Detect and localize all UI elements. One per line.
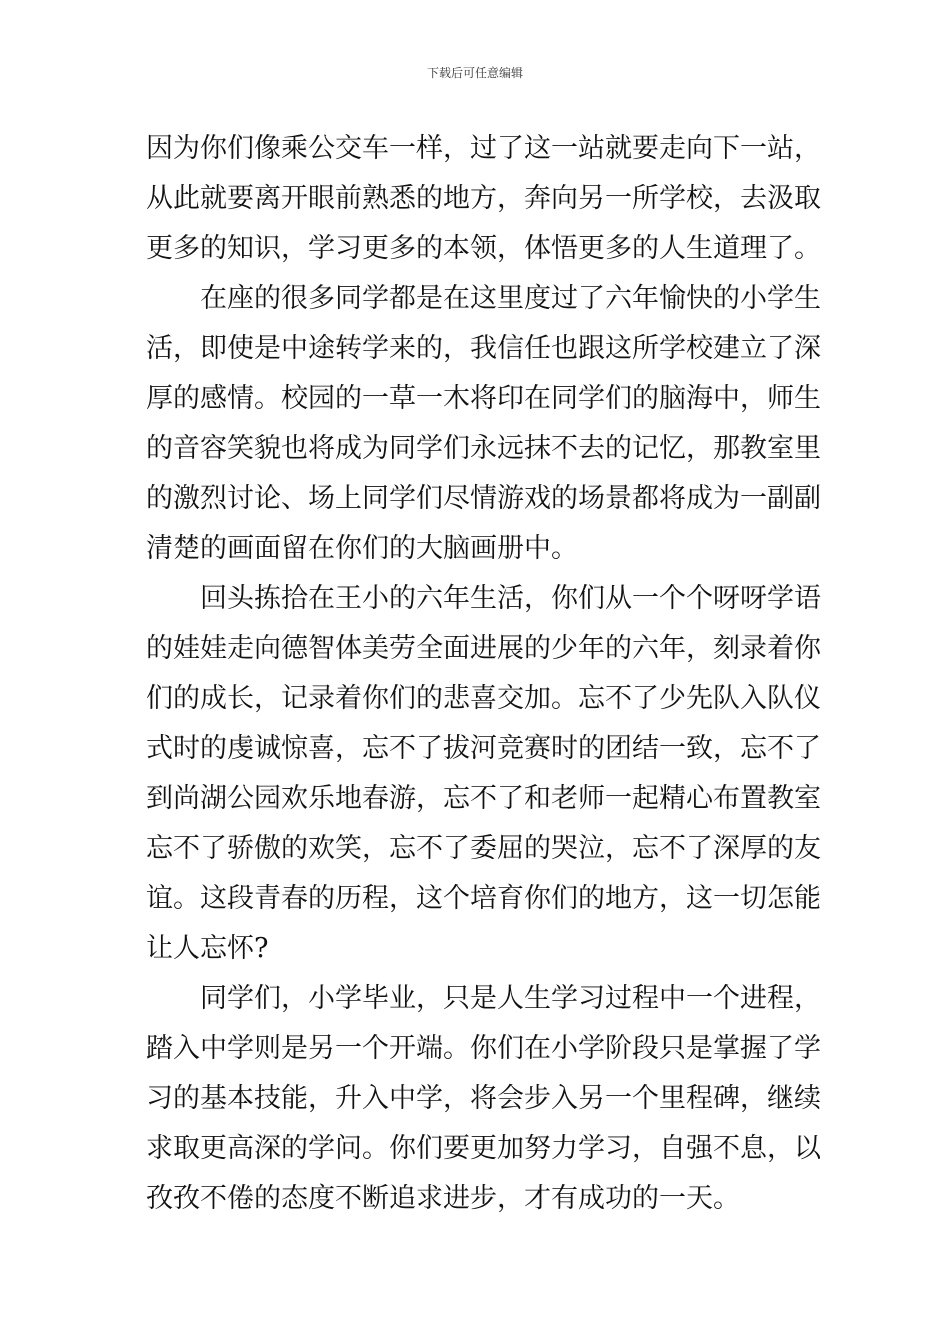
text-line: 孜孜不倦的态度不断追求进步，才有成功的一天。 <box>146 1183 740 1214</box>
text-line: 因为你们像乘公交车一样，过了这一站就要走向下一站， <box>146 133 821 164</box>
text-line: 式时的虔诚惊喜，忘不了拔河竞赛时的团结一致，忘不了 <box>146 733 821 764</box>
text-line: 的激烈讨论、场上同学们尽情游戏的场景都将成为一副副 <box>146 483 821 514</box>
text-line: 同学们，小学毕业，只是人生学习过程中一个进程， <box>200 983 821 1014</box>
paragraph-3 <box>146 574 821 974</box>
text-line: 回头拣拾在王小的六年生活，你们从一个个呀呀学语 <box>200 583 821 614</box>
text-line: 忘不了骄傲的欢笑，忘不了委屈的哭泣，忘不了深厚的友 <box>146 833 821 864</box>
paragraph-1 <box>146 124 821 274</box>
text-line: 让人忘怀? <box>146 933 269 964</box>
paragraph-2 <box>146 274 821 574</box>
text-line: 谊。这段青春的历程，这个培育你们的地方，这一切怎能 <box>146 883 821 914</box>
text-line: 的音容笑貌也将成为同学们永远抹不去的记忆，那教室里 <box>146 433 821 464</box>
text-line: 更多的知识，学习更多的本领，体悟更多的人生道理了。 <box>146 233 821 264</box>
page-header: 下载后可任意编辑 <box>426 66 523 80</box>
text-line: 习的基本技能，升入中学，将会步入另一个里程碑，继续 <box>146 1083 821 1114</box>
text-line: 踏入中学则是另一个开端。你们在小学阶段只是掌握了学 <box>146 1033 821 1064</box>
text-line: 清楚的画面留在你们的大脑画册中。 <box>146 533 578 564</box>
text-line: 从此就要离开眼前熟悉的地方，奔向另一所学校，去汲取 <box>146 183 821 214</box>
text-line: 厚的感情。校园的一草一木将印在同学们的脑海中，师生 <box>146 383 821 414</box>
text-line: 在座的很多同学都是在这里度过了六年愉快的小学生 <box>200 283 821 314</box>
text-line: 们的成长，记录着你们的悲喜交加。忘不了少先队入队仪 <box>146 683 821 714</box>
text-line: 求取更高深的学问。你们要更加努力学习，自强不息，以 <box>146 1133 821 1164</box>
paragraph-4 <box>146 974 821 1224</box>
body-text <box>146 124 821 1224</box>
text-line: 活，即使是中途转学来的，我信任也跟这所学校建立了深 <box>146 333 821 364</box>
text-line: 到尚湖公园欢乐地春游，忘不了和老师一起精心布置教室 <box>146 783 821 814</box>
text-line: 的娃娃走向德智体美劳全面进展的少年的六年，刻录着你 <box>146 633 821 664</box>
